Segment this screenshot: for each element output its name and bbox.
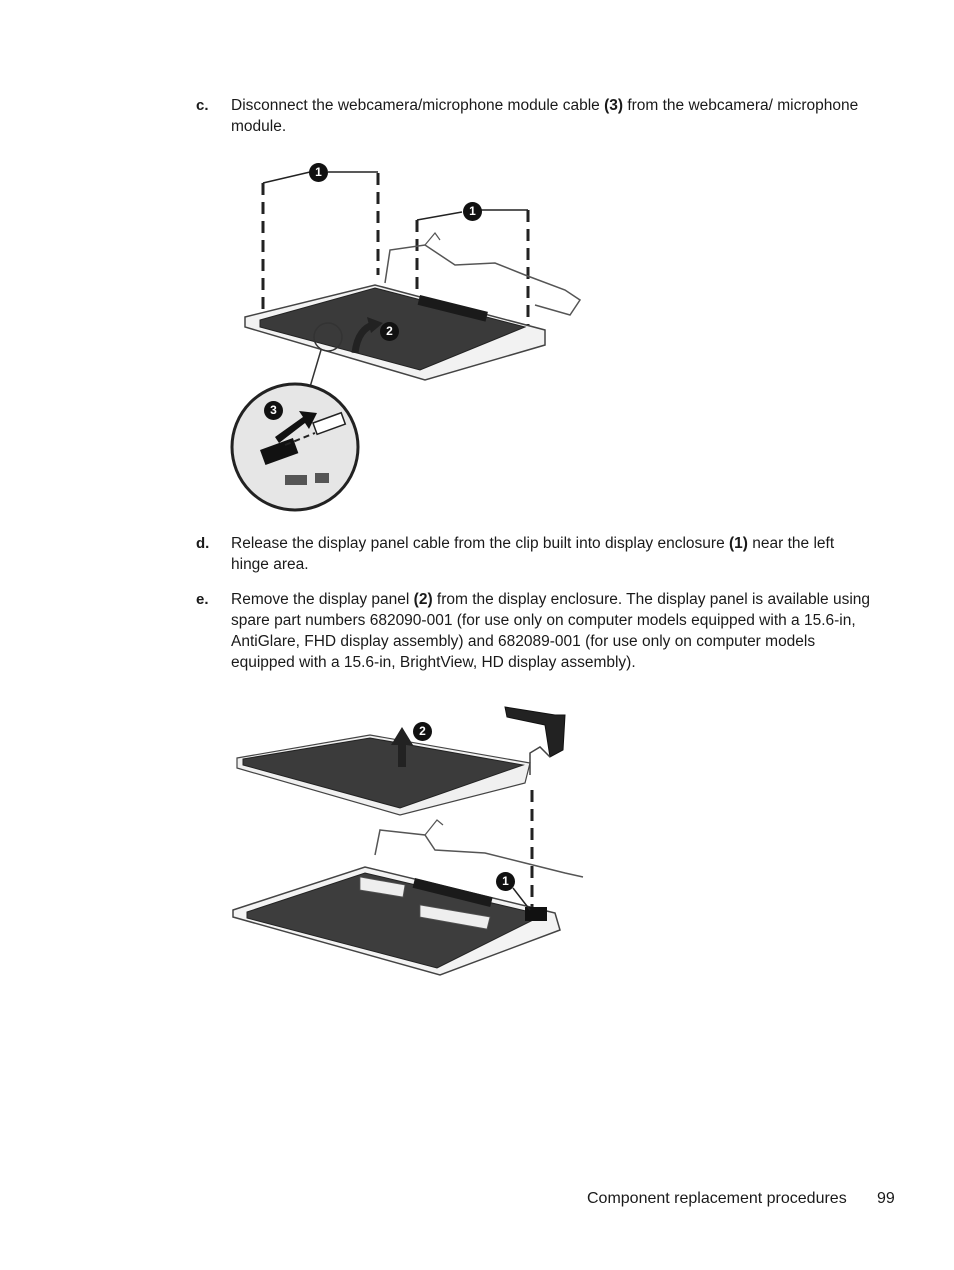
callout-1: 1 [496,872,515,891]
callout-ref: (2) [413,591,433,608]
callout-3: 3 [264,401,283,420]
figure-webcam-cable [225,155,595,520]
page-number: 99 [877,1190,895,1207]
callout-2: 2 [413,722,432,741]
step-letter: c. [196,97,209,114]
callout-1-left: 1 [309,163,328,182]
step-text: Release the display panel cable from the clip built into display enclosure (1) near the left hinge area. [231,535,835,573]
step-letter: e. [196,591,209,608]
footer-section-title: Component replacement procedures [587,1190,847,1207]
figure-display-panel-removal [225,685,595,985]
step-letter: d. [196,535,210,552]
step-text: Remove the display panel (2) from the display enclosure. The display panel is available using spare part numbers 682090-001 (for use only on computer models equipped with a 15.6-in, AntiGlare, FHD display assembly) and 682089-001 (for use only on computer models equipped with a 15.6-in, BrightView, HD display assembly). [231,591,871,671]
callout-ref: (1) [729,535,748,552]
callout-2: 2 [380,322,399,341]
callout-1-right: 1 [463,202,482,221]
step-text: Disconnect the webcamera/microphone module cable (3) from the webcamera/ microphone module. [231,97,859,135]
callout-ref: (3) [604,97,624,114]
